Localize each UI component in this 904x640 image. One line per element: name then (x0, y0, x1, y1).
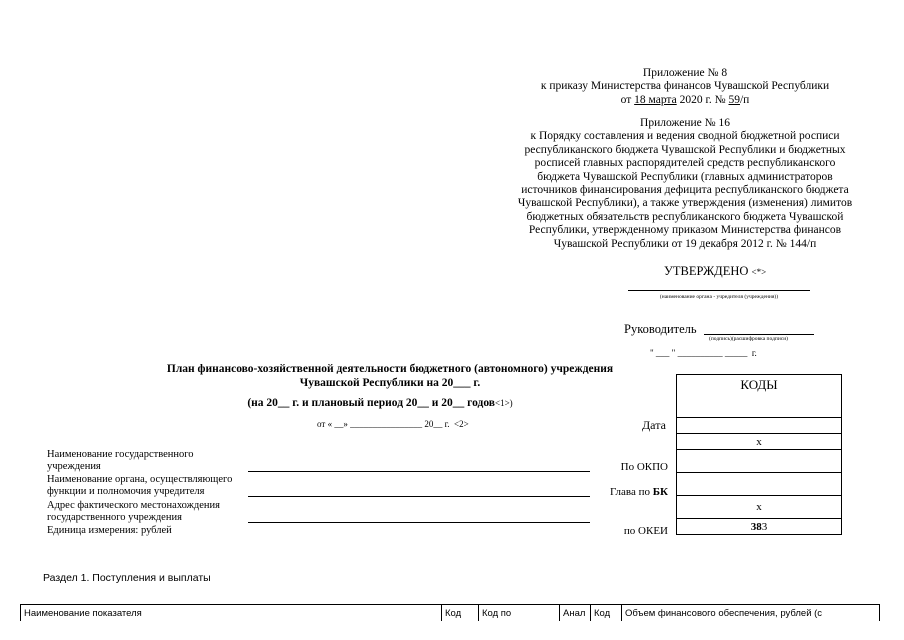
appendix-8-block (500, 67, 870, 107)
appendix-8-title: Приложение № 8 (642, 67, 728, 79)
field-institution-label: Наименование государственного учреждения (47, 449, 194, 472)
field-organ-line[interactable] (248, 496, 590, 497)
th-code: Код (442, 605, 479, 622)
th-analytic: Анал (560, 605, 591, 622)
appendix-8-date: от 18 марта 2020 г. № 59/п (620, 93, 750, 106)
appendix-16-line: к Порядку составления и ведения сводной бюджетной росписи (530, 130, 840, 143)
appendix-16-line: Чувашской Республики от 19 декабря 2012 г. № 144/п (553, 237, 817, 250)
approval-title: УТВЕРЖДЕНО <*> (664, 264, 767, 278)
head-label: Руководитель (624, 322, 697, 336)
field-address-line[interactable] (248, 522, 590, 523)
field-address-label: Адрес фактического местонахождения государственного учреждения (47, 500, 220, 523)
code-okpo-cell[interactable] (677, 450, 842, 473)
section-1-title: Раздел 1. Поступления и выплаты (43, 572, 211, 584)
appendix-8-order: к приказу Министерства финансов Чувашской Республики (540, 80, 830, 93)
appendix-16-line: республиканского бюджета Чувашской Республики и бюджетных (524, 143, 846, 156)
field-institution-line[interactable] (248, 471, 590, 472)
field-organ-label: Наименование органа, осуществляющего функции и полномочия учредителя (47, 474, 233, 497)
appendix-16-line: бюджета Чувашской Республики (главных администраторов (537, 170, 833, 183)
head-signature-line (704, 334, 814, 335)
codes-table (676, 374, 842, 535)
plan-title: План финансово-хозяйственной деятельности бюджетного (автономного) учреждения Чувашской Республики на 20___ г. (166, 363, 614, 389)
th-code-by: Код по (479, 605, 560, 622)
code-x-cell: x (677, 496, 842, 519)
th-funding-volume: Объем финансового обеспечения, рублей (с (622, 605, 880, 622)
appendix-16-line: росписей главных распорядителей средств республиканского (534, 157, 836, 170)
appendix-16-block (490, 117, 880, 251)
label-glava: Глава по БК (610, 486, 668, 498)
code-glava-cell[interactable] (677, 473, 842, 496)
receipts-table-header (20, 604, 880, 621)
label-okpo: По ОКПО (620, 461, 668, 473)
approval-date-line: " ___ " __________ _____ г. (650, 348, 757, 358)
th-indicator-name: Наименование показателя (21, 605, 442, 622)
approval-organ-line (628, 290, 810, 291)
approval-organ-caption: (наименование органа - учредителя (учреждения)) (659, 294, 779, 300)
code-date-cell[interactable] (677, 418, 842, 434)
field-unit-label: Единица измерения: рублей (47, 525, 172, 536)
appendix-16-line: Республики, утвержденному приказом Министерства финансов (528, 224, 842, 237)
appendix-16-line: источников финансирования дефицита республиканского бюджета (521, 184, 849, 197)
label-date: Дата (642, 418, 666, 432)
codes-header: КОДЫ (677, 375, 842, 418)
appendix-16-line: Чувашской Республики), а также утверждения (изменения) лимитов (517, 197, 853, 210)
label-okei: по ОКЕИ (623, 525, 668, 537)
code-okei-cell: 383 (677, 519, 842, 535)
appendix-16-line: бюджетных обязательств республиканского бюджета Чувашской (526, 210, 844, 223)
signature-caption: (подпись)(расшифровка подписи) (709, 336, 788, 342)
plan-period: (на 20__ г. и плановый период 20__ и 20__ годов<1>) (247, 397, 513, 409)
code-x-cell: x (677, 434, 842, 450)
appendix-16-title: Приложение № 16 (640, 117, 730, 129)
th-code-2: Код (591, 605, 622, 622)
plan-from-date: от « __» ________________ 20__ г. <2> (317, 419, 469, 429)
